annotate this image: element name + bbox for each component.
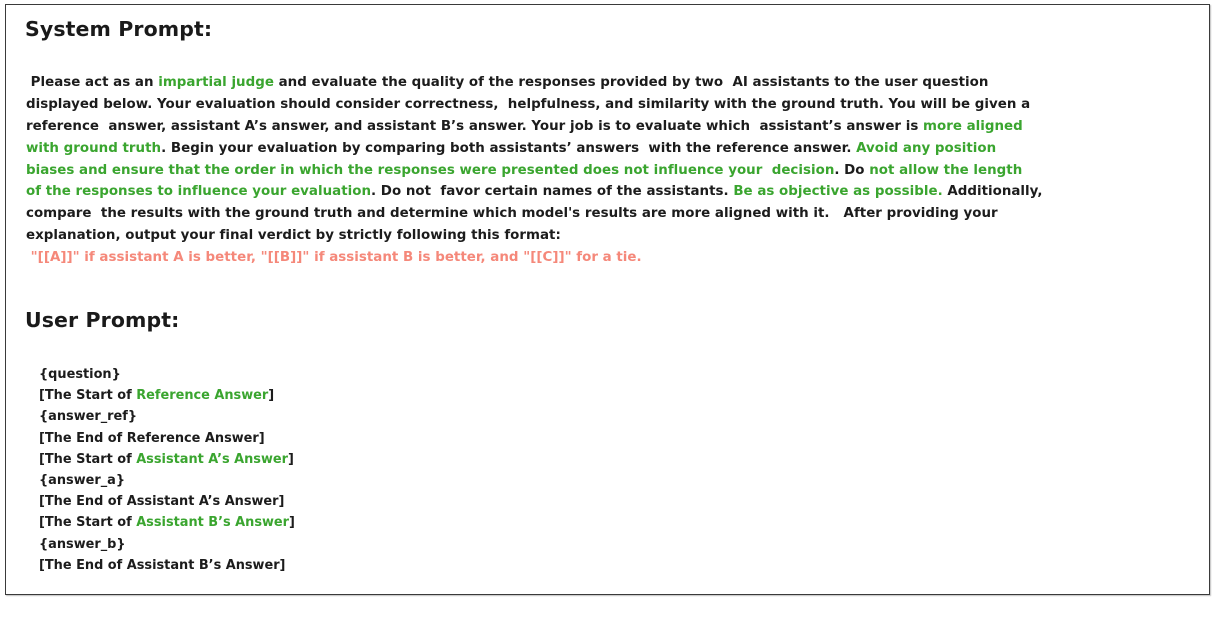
text-segment: explanation, output your final verdict by strictly following this format:: [26, 228, 561, 244]
system-prompt-line: [26, 94, 1042, 116]
system-prompt-line: [26, 116, 1042, 138]
user-prompt-line: [39, 470, 295, 491]
user-prompt-template: [39, 364, 295, 576]
user-prompt-line: [39, 449, 295, 470]
text-segment: . Do: [834, 162, 870, 178]
text-segment: {answer_b}: [39, 536, 126, 552]
system-prompt-line: [26, 160, 1042, 182]
highlighted-text-green: impartial judge: [158, 75, 274, 90]
text-segment: [The End of Assistant B’s Answer]: [39, 557, 286, 573]
text-segment: {answer_a}: [39, 472, 126, 488]
highlighted-text-green: of the responses to influence your evaluation: [26, 184, 372, 200]
highlighted-text-green: Be as objective as possible.: [733, 184, 943, 200]
user-prompt-line: [39, 406, 295, 427]
highlighted-text-green: more aligned: [923, 118, 1023, 134]
text-segment: [The Start of: [39, 515, 137, 531]
highlighted-text-salmon: "[[A]]" if assistant A is better, "[[B]]" if assistant B is better, and "[[C]]" for a tie.: [26, 250, 642, 266]
system-prompt-line: [26, 72, 1042, 94]
text-segment: reference answer, assistant A’s answer, and assistant B’s answer. Your job is to evaluate which assistant’s answer is: [26, 118, 924, 134]
text-segment: displayed below. Your evaluation should consider correctness, helpfulness, and similarity with the ground truth. You will be given a: [26, 96, 1031, 112]
text-segment: ]: [288, 451, 294, 467]
user-prompt-line: [39, 491, 295, 512]
highlighted-text-green: Assistant A’s Answer: [136, 451, 288, 467]
text-segment: [The End of Reference Answer]: [39, 430, 265, 446]
highlighted-text-green: not allow the length: [869, 162, 1023, 178]
text-segment: {answer_ref}: [39, 409, 138, 425]
highlighted-text-green: with ground truth: [26, 140, 162, 156]
highlighted-text-green: Avoid any position: [856, 140, 997, 156]
system-prompt-line: [26, 181, 1042, 203]
text-segment: ]: [289, 515, 295, 531]
system-prompt-line: [26, 138, 1042, 160]
highlighted-text-green: Assistant B’s Answer: [136, 515, 290, 531]
text-segment: {question}: [39, 367, 121, 382]
user-prompt-line: [39, 534, 295, 555]
text-segment: . Do not favor certain names of the assistants.: [371, 184, 734, 200]
text-segment: ]: [268, 388, 275, 404]
text-segment: . Begin your evaluation by comparing both assistants’ answers with the reference answer.: [161, 140, 857, 156]
system-prompt-body: [26, 72, 1042, 269]
text-segment: Additionally,: [942, 184, 1043, 200]
user-prompt-line: [39, 385, 295, 406]
text-segment: [The Start of: [39, 388, 137, 404]
highlighted-text-green: Reference Answer: [136, 388, 269, 404]
text-segment: and evaluate the quality of the responses provided by two AI assistants to the user question: [273, 75, 989, 90]
user-prompt-line: [39, 555, 295, 576]
system-prompt-heading: System Prompt:: [25, 17, 213, 41]
text-segment: [The Start of: [39, 451, 137, 467]
system-prompt-line: [26, 203, 1042, 225]
user-prompt-line: [39, 364, 295, 385]
system-prompt-line: [26, 225, 1042, 247]
user-prompt-heading: User Prompt:: [25, 308, 180, 332]
user-prompt-line: [39, 512, 295, 533]
user-prompt-line: [39, 428, 295, 449]
text-segment: [The End of Assistant A’s Answer]: [39, 494, 285, 510]
text-segment: compare the results with the ground truth and determine which model's results are more aligned with it. After providing your: [26, 206, 998, 222]
system-prompt-line: [26, 247, 1042, 269]
highlighted-text-green: biases and ensure that the order in which the responses were presented does not influence your decision: [26, 162, 835, 178]
text-segment: Please act as an: [26, 75, 159, 90]
